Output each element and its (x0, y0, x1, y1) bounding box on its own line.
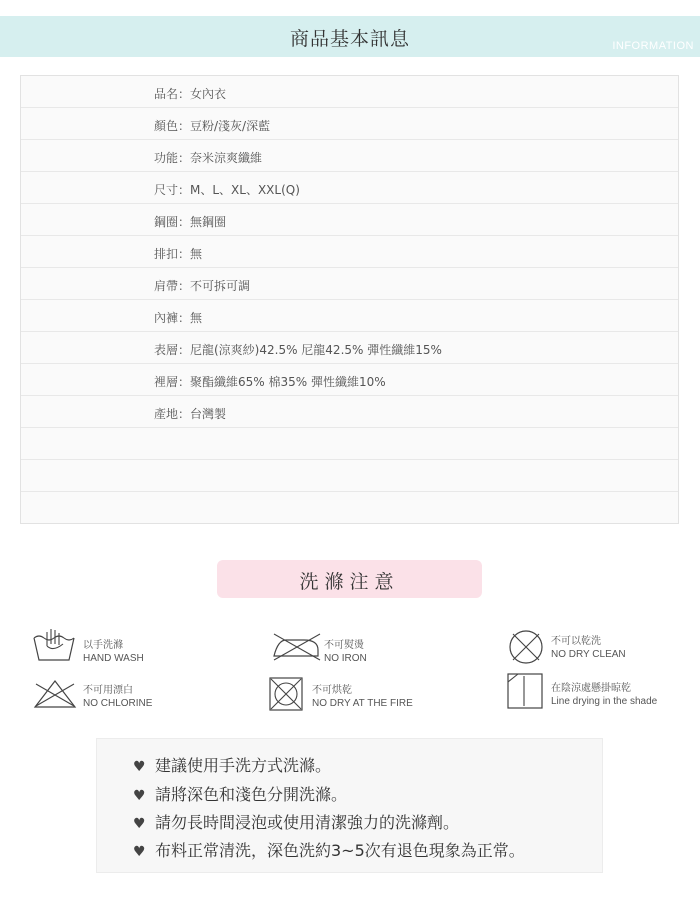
spec-row-empty (21, 460, 678, 492)
care-zh: 不可用漂白 (83, 685, 133, 696)
spec-row-briefs (21, 300, 678, 332)
spec-row-empty (21, 492, 678, 523)
care-zh: 以手洗滌 (83, 640, 123, 651)
note-item (133, 810, 459, 833)
note-text: 請勿長時間浸泡或使用清潔強力的洗滌劑。 (155, 813, 460, 832)
care-en: NO DRY CLEAN (551, 649, 626, 660)
spec-text: 排扣：無 (154, 247, 203, 261)
spec-text: 肩帶：不可拆可調 (154, 279, 251, 293)
care-label-no-chlorine (83, 684, 152, 710)
spec-table (20, 75, 679, 524)
care-en: NO CHLORINE (83, 698, 153, 709)
care-label-no-dry-clean (551, 635, 626, 661)
care-label-hand-wash (83, 639, 144, 665)
line-dry-shade-icon (506, 672, 544, 710)
note-text: 布料正常清洗，深色洗約3~5次有退色現象為正常。 (155, 841, 525, 860)
spec-text: 品名：女內衣 (154, 87, 227, 101)
spec-row-outer-layer (21, 332, 678, 364)
note-item (133, 838, 525, 861)
note-text: 請將深色和淺色分開洗滌。 (155, 785, 348, 804)
no-chlorine-icon (32, 678, 78, 710)
spec-row-underwire (21, 204, 678, 236)
spec-row-size (21, 172, 678, 204)
spec-row-color (21, 108, 678, 140)
no-iron-icon (270, 632, 322, 662)
care-zh: 不可烘乾 (312, 685, 352, 696)
spec-row-empty (21, 428, 678, 460)
no-dry-clean-icon (507, 628, 545, 666)
spec-text: 表層：尼龍(涼爽紗)42.5% 尼龍42.5% 彈性纖維15% (154, 343, 442, 357)
wash-title: 洗滌注意 (299, 571, 400, 593)
spec-text: 顏色：豆粉/淺灰/深藍 (154, 119, 271, 133)
note-text: 建議使用手洗方式洗滌。 (155, 756, 332, 775)
spec-row-inner-layer (21, 364, 678, 396)
spec-text: 鋼圈：無鋼圈 (154, 215, 227, 229)
care-label-line-dry-shade (551, 682, 657, 708)
care-en: Line drying in the shade (551, 696, 658, 707)
care-label-no-tumble-dry (312, 684, 413, 710)
page-title: 商品基本訊息 (289, 28, 410, 50)
page-subtitle: INFORMATION (612, 40, 694, 52)
heart-icon: ♥ (133, 816, 146, 832)
care-label-no-iron (324, 639, 367, 665)
hand-wash-icon (31, 626, 77, 666)
spec-text: 產地：台灣製 (154, 407, 227, 421)
note-item (133, 782, 347, 805)
care-en: NO DRY AT THE FIRE (312, 698, 413, 709)
care-en: NO IRON (324, 653, 367, 664)
no-tumble-dry-icon (268, 676, 304, 712)
spec-text: 裡層：聚酯纖維65% 棉35% 彈性纖維10% (154, 375, 386, 389)
spec-row-name (21, 76, 678, 108)
spec-row-hooks (21, 236, 678, 268)
care-zh: 不可以乾洗 (551, 636, 601, 647)
care-zh: 不可熨燙 (324, 640, 364, 651)
spec-text: 內褲：無 (154, 311, 203, 325)
spec-text: 功能：奈米涼爽纖維 (154, 151, 263, 165)
note-item (133, 753, 331, 776)
heart-icon: ♥ (133, 844, 146, 860)
spec-row-straps (21, 268, 678, 300)
care-zh: 在陰涼處懸掛晾乾 (551, 683, 631, 694)
heart-icon: ♥ (133, 759, 146, 775)
heart-icon: ♥ (133, 788, 146, 804)
spec-text: 尺寸：M、L、XL、XXL(Q) (154, 183, 300, 197)
spec-row-origin (21, 396, 678, 428)
spec-row-function (21, 140, 678, 172)
care-en: HAND WASH (83, 653, 144, 664)
